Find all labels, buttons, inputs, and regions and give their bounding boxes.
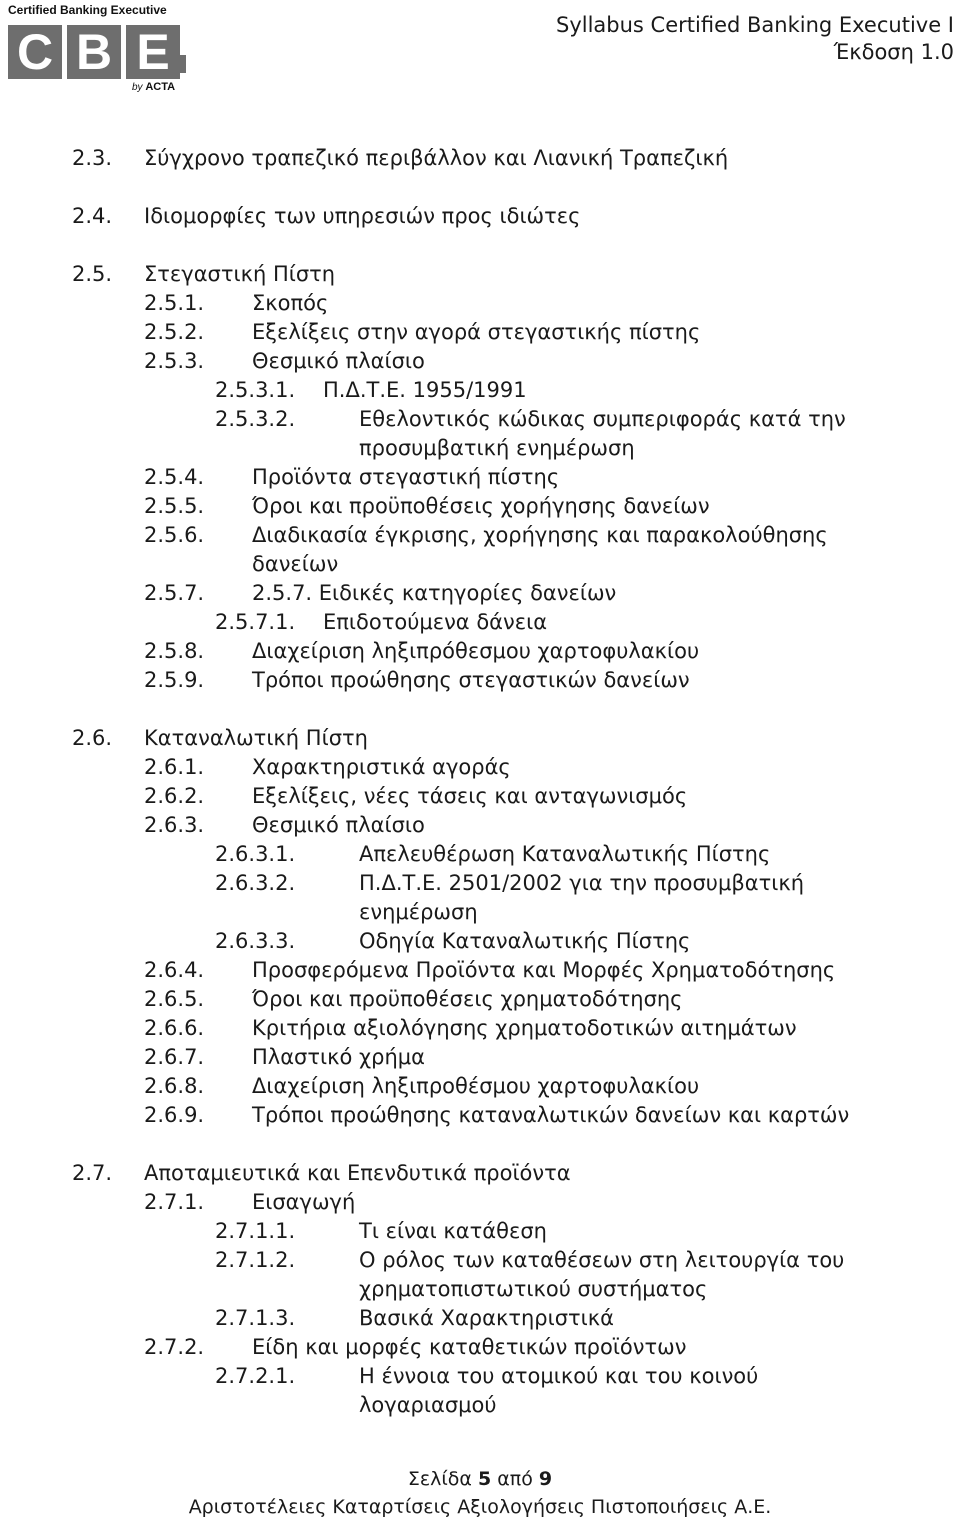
toc-entry-title: Διαχείριση ληξιπρόθεσμου χαρτοφυλακίου bbox=[252, 639, 700, 663]
toc-entry-number: 2.5.8. bbox=[144, 639, 205, 663]
page-prefix: Σελίδα bbox=[407, 1468, 472, 1490]
toc-entry-title: Θεσμικό πλαίσιο bbox=[252, 813, 425, 837]
toc-entry-title: Επιδοτούμενα δάνεια bbox=[323, 610, 548, 634]
toc-entry-number: 2.6.3.1. bbox=[215, 842, 296, 866]
toc-entry-number: 2.5.4. bbox=[144, 465, 205, 489]
toc-entry-number: 2.5.1. bbox=[144, 291, 205, 315]
logo-top-text: Certified Banking Executive bbox=[8, 3, 167, 17]
toc-entry-title: 2.5.7. Ειδικές κατηγορίες δανείων bbox=[252, 581, 617, 605]
toc-entry-title: Στεγαστική Πίστη bbox=[144, 262, 336, 286]
toc-entry-title: Τρόποι προώθησης καταναλωτικών δανείων και καρτών bbox=[252, 1103, 850, 1127]
toc-entry-number: 2.5.3.2. bbox=[215, 407, 296, 431]
toc-entry-number: 2.6.4. bbox=[144, 958, 205, 982]
toc-entry-title: Όροι και προϋποθέσεις χορήγησης δανείων bbox=[252, 494, 710, 518]
toc-entry-number: 2.7.1.3. bbox=[215, 1306, 296, 1330]
toc-entry-title: Η έννοια του ατομικού και του κοινού bbox=[359, 1364, 759, 1388]
toc-entry-title: Θεσμικό πλαίσιο bbox=[252, 349, 425, 373]
toc-entry-title: Τρόποι προώθησης στεγαστικών δανείων bbox=[252, 668, 690, 692]
toc-entry-number: 2.5.7. bbox=[144, 581, 205, 605]
toc-entry-number: 2.5.9. bbox=[144, 668, 205, 692]
toc-entry-title: προσυμβατική ενημέρωση bbox=[359, 436, 635, 460]
toc-entry-number: 2.5.3.1. bbox=[215, 378, 296, 402]
toc-entry-number: 2.7.1.2. bbox=[215, 1248, 296, 1272]
logo-letter-b: B bbox=[67, 25, 121, 79]
toc-entry-title: Σύγχρονο τραπεζικό περιβάλλον και Λιανική Τραπεζική bbox=[144, 146, 729, 170]
toc-entry-title: Εξελίξεις, νέες τάσεις και ανταγωνισμός bbox=[252, 784, 688, 808]
toc-entry-title: Ιδιομορφίες των υπηρεσιών προς ιδιώτες bbox=[144, 204, 581, 228]
toc-entry-number: 2.6.6. bbox=[144, 1016, 205, 1040]
toc-entry-number: 2.5. bbox=[72, 262, 113, 286]
logo-letters bbox=[8, 25, 180, 79]
toc-entry-number: 2.7.1. bbox=[144, 1190, 205, 1214]
toc-entry-title: Οδηγία Καταναλωτικής Πίστης bbox=[359, 929, 691, 953]
page-number bbox=[0, 1466, 960, 1492]
document-header bbox=[556, 12, 954, 66]
toc-entry-number: 2.6.5. bbox=[144, 987, 205, 1011]
toc-entry-title: λογαριασμού bbox=[359, 1393, 497, 1417]
cbe-logo bbox=[6, 3, 188, 95]
toc-entry-title: Όροι και προϋποθέσεις χρηματοδότησης bbox=[252, 987, 683, 1011]
toc-entry-number: 2.3. bbox=[72, 146, 113, 170]
toc-entry-number: 2.6.3.2. bbox=[215, 871, 296, 895]
toc-entry-number: 2.5.2. bbox=[144, 320, 205, 344]
toc-entry-number: 2.7.2. bbox=[144, 1335, 205, 1359]
toc-entry-title: Τι είναι κατάθεση bbox=[359, 1219, 547, 1243]
toc-entry-title: Βασικά Χαρακτηριστικά bbox=[359, 1306, 615, 1330]
toc-entry-title: χρηματοπιστωτικού συστήματος bbox=[359, 1277, 708, 1301]
logo-brand: ACTA bbox=[145, 81, 176, 93]
page-total: 9 bbox=[538, 1468, 553, 1490]
logo-by-line bbox=[132, 81, 175, 93]
document-title: Syllabus Certified Banking Executive I bbox=[556, 13, 954, 37]
toc-entry-title: Π.Δ.Τ.Ε. 2501/2002 για την προσυμβατική bbox=[359, 871, 804, 895]
toc-entry-number: 2.7.2.1. bbox=[215, 1364, 296, 1388]
logo-by-text: by bbox=[132, 82, 143, 93]
document-version: Έκδοση 1.0 bbox=[833, 40, 954, 64]
page-current: 5 bbox=[478, 1468, 492, 1490]
toc-entry-title: Εθελοντικός κώδικας συμπεριφοράς κατά την bbox=[359, 407, 846, 431]
toc-entry-title: δανείων bbox=[252, 552, 339, 576]
toc-entry-title: Απελευθέρωση Καταναλωτικής Πίστης bbox=[359, 842, 771, 866]
logo-letter-c: C bbox=[8, 25, 62, 79]
toc-entry-title: Αποταμιευτικά και Επενδυτικά προϊόντα bbox=[144, 1161, 571, 1185]
toc-entry-title: Είδη και μορφές καταθετικών προϊόντων bbox=[252, 1335, 687, 1359]
footer-organization: Αριστοτέλειες Καταρτίσεις Αξιολογήσεις Πιστοποιήσεις Α.Ε. bbox=[188, 1496, 772, 1518]
toc-entry-number: 2.7.1.1. bbox=[215, 1219, 296, 1243]
toc-entry-title: Διαδικασία έγκρισης, χορήγησης και παρακολούθησης bbox=[252, 523, 828, 547]
toc-entry-number: 2.6.7. bbox=[144, 1045, 205, 1069]
toc-entry-title: ενημέρωση bbox=[359, 900, 478, 924]
toc-entry-number: 2.6.3. bbox=[144, 813, 205, 837]
toc-entry-number: 2.5.5. bbox=[144, 494, 205, 518]
toc-entry-number: 2.6.2. bbox=[144, 784, 205, 808]
page-separator: από bbox=[497, 1468, 533, 1490]
toc-entry-title: Προσφερόμενα Προϊόντα και Μορφές Χρηματοδότησης bbox=[252, 958, 836, 982]
toc-entry-title: Προϊόντα στεγαστική πίστης bbox=[252, 465, 560, 489]
toc-entry-title: Πλαστικό χρήμα bbox=[252, 1045, 425, 1069]
toc-entry-title: Καταναλωτική Πίστη bbox=[144, 726, 368, 750]
toc-entry-number: 2.4. bbox=[72, 204, 113, 228]
toc-entry-number: 2.6.3.3. bbox=[215, 929, 296, 953]
toc-entry-number: 2.6.9. bbox=[144, 1103, 205, 1127]
toc-entry-title: Χαρακτηριστικά αγοράς bbox=[252, 755, 511, 779]
toc-entry-title: Εξελίξεις στην αγορά στεγαστικής πίστης bbox=[252, 320, 701, 344]
toc-entry-number: 2.6.1. bbox=[144, 755, 205, 779]
toc-entry-number: 2.6. bbox=[72, 726, 113, 750]
toc-entry-number: 2.5.6. bbox=[144, 523, 205, 547]
toc-entry-number: 2.5.3. bbox=[144, 349, 205, 373]
logo-letter-e: E bbox=[126, 25, 180, 79]
toc-entry-title: Ο ρόλος των καταθέσεων στη λειτουργία του bbox=[359, 1248, 845, 1272]
toc-entry-title: Διαχείριση ληξιπροθέσμου χαρτοφυλακίου bbox=[252, 1074, 700, 1098]
toc-entry-number: 2.7. bbox=[72, 1161, 113, 1185]
toc-entry-number: 2.5.7.1. bbox=[215, 610, 296, 634]
toc-entry-title: Κριτήρια αξιολόγησης χρηματοδοτικών αιτημάτων bbox=[252, 1016, 797, 1040]
toc-entry-title: Π.Δ.Τ.Ε. 1955/1991 bbox=[323, 378, 527, 402]
toc-entry-number: 2.6.8. bbox=[144, 1074, 205, 1098]
toc-entry-title: Σκοπός bbox=[252, 291, 329, 315]
toc-entry-title: Εισαγωγή bbox=[252, 1190, 356, 1214]
